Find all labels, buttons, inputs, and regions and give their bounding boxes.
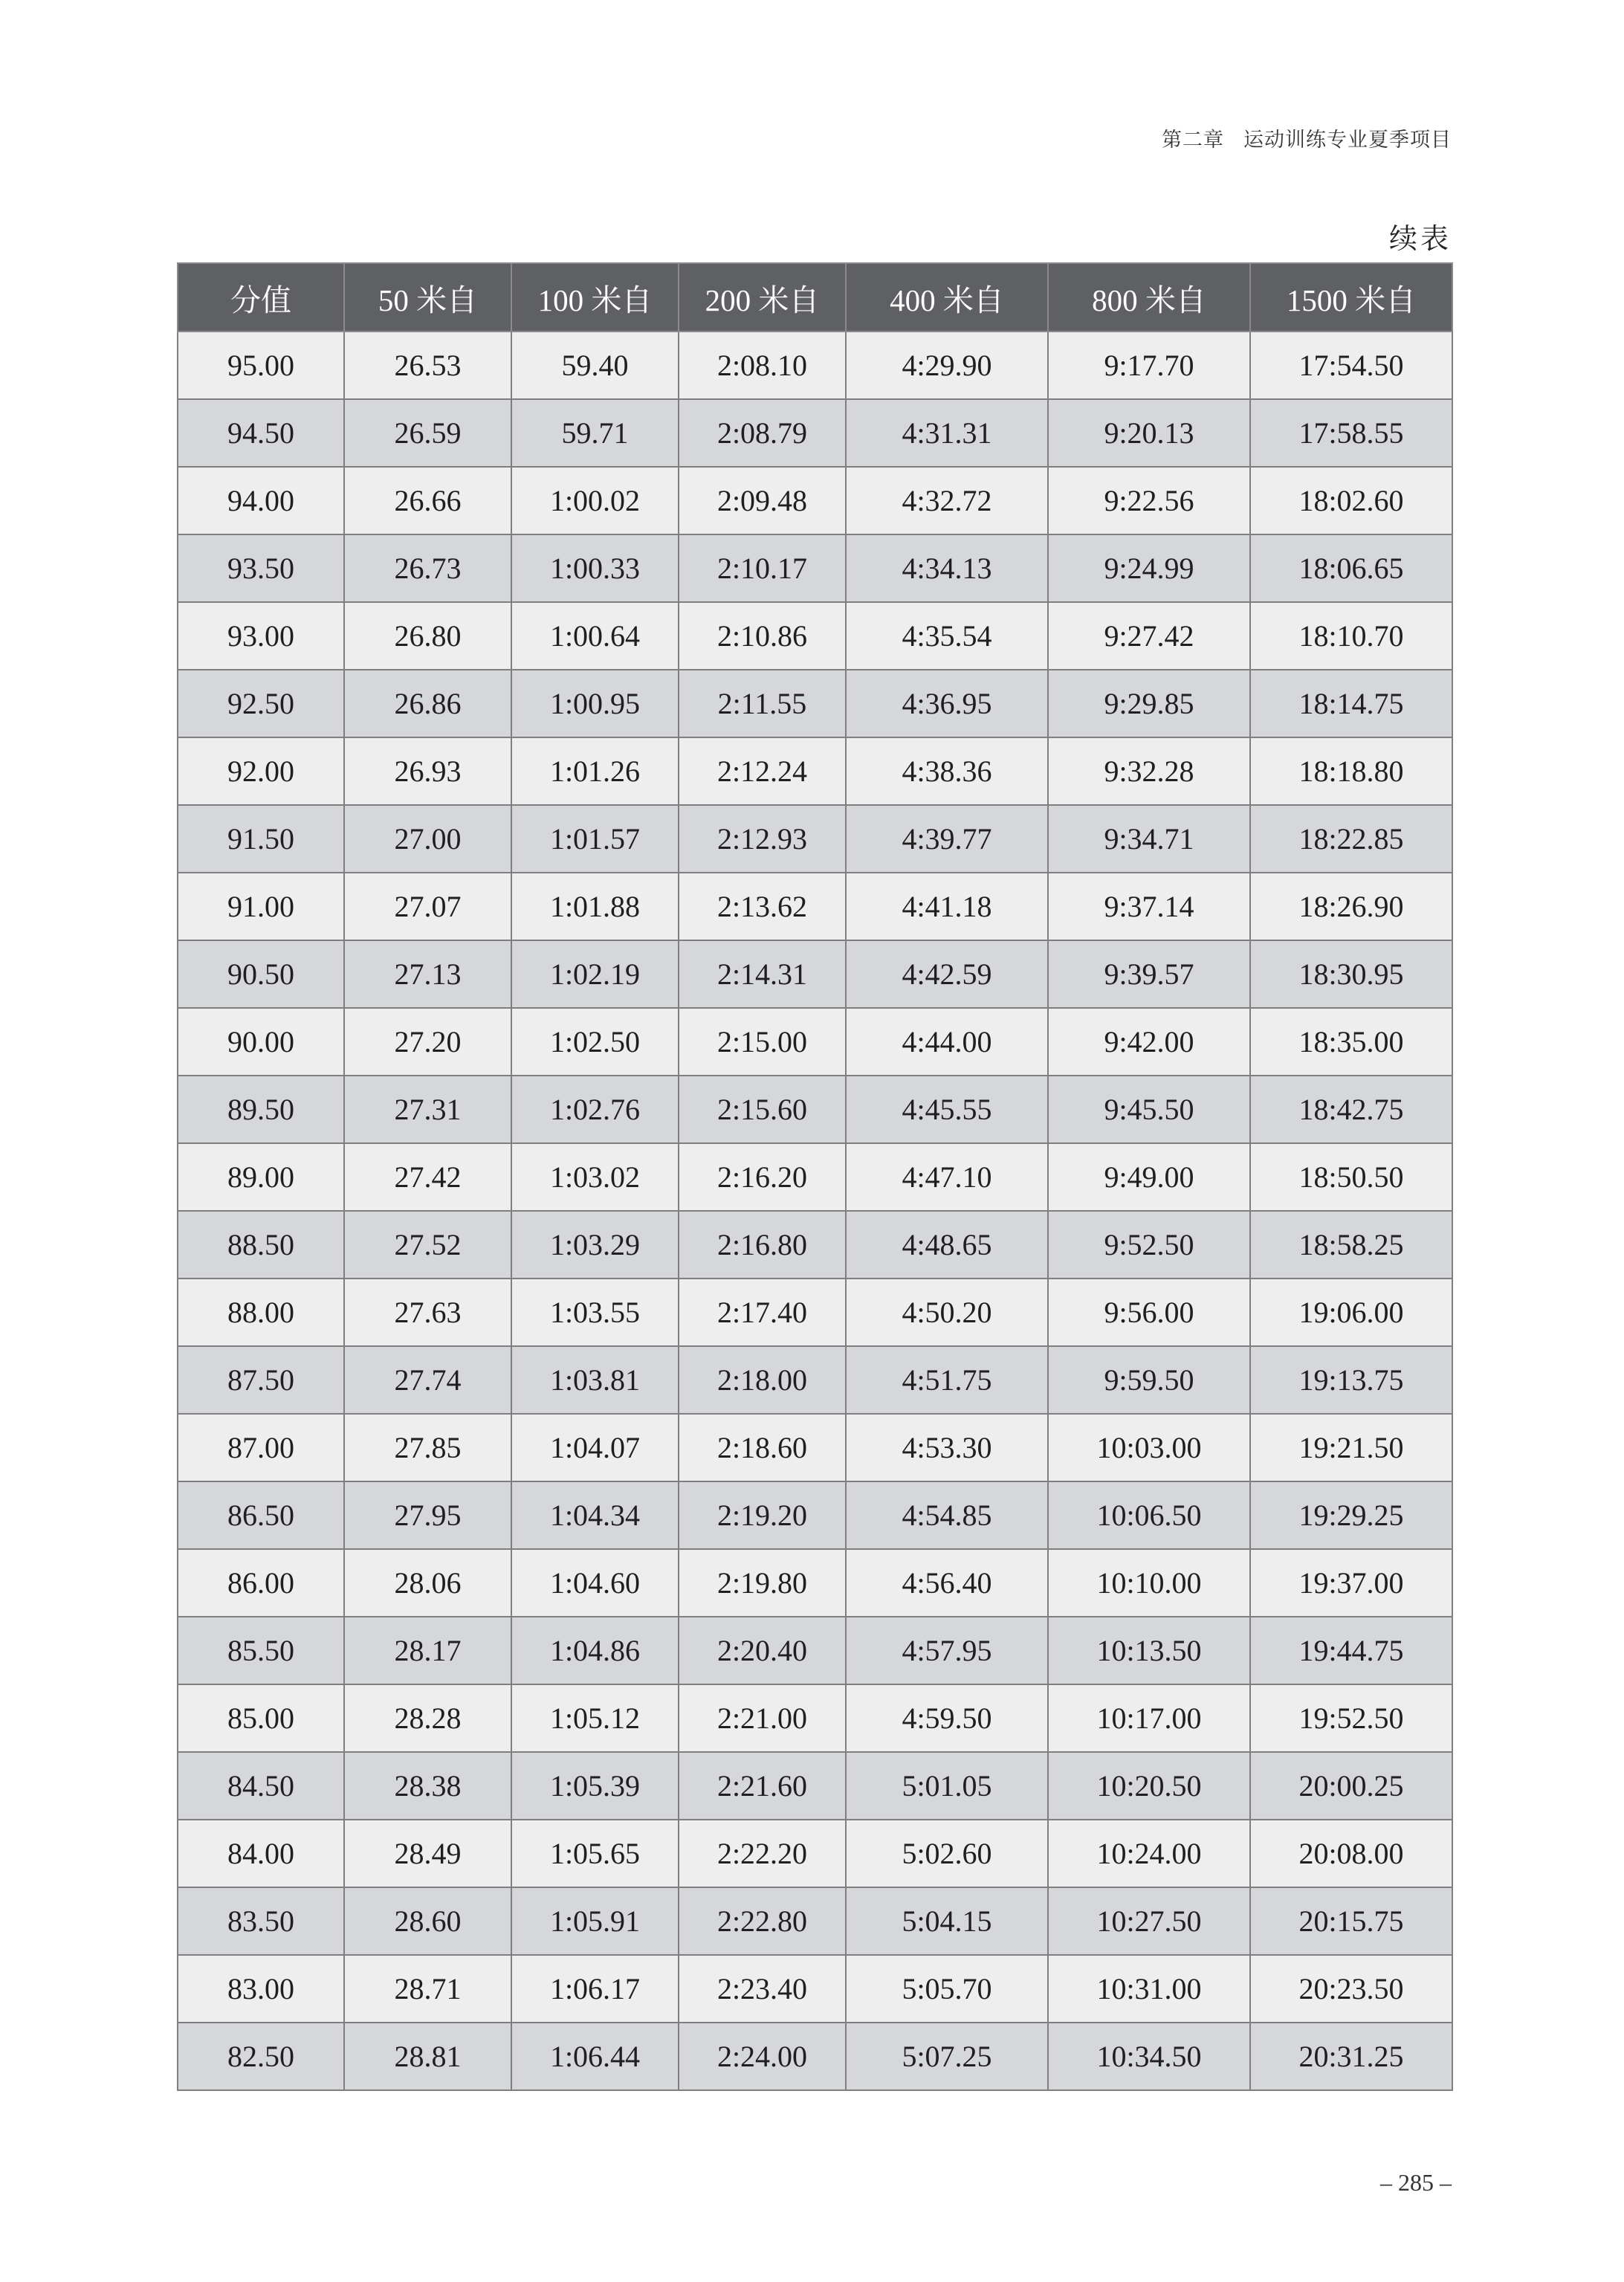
score-cell: 87.50: [178, 1346, 344, 1414]
time-cell: 9:49.00: [1048, 1143, 1250, 1211]
time-cell: 2:16.80: [679, 1211, 846, 1279]
table-row: [178, 399, 1452, 467]
time-cell: 2:15.60: [679, 1076, 846, 1143]
time-cell: 59.40: [511, 332, 679, 399]
time-cell: 18:14.75: [1250, 670, 1452, 737]
table-row: [178, 1820, 1452, 1887]
time-cell: 17:54.50: [1250, 332, 1452, 399]
time-cell: 19:06.00: [1250, 1279, 1452, 1346]
time-cell: 18:02.60: [1250, 467, 1452, 534]
time-cell: 2:18.00: [679, 1346, 846, 1414]
running-header: [1162, 123, 1452, 152]
table-row: [178, 1279, 1452, 1346]
time-cell: 1:01.26: [511, 737, 679, 805]
time-cell: 19:29.25: [1250, 1481, 1452, 1549]
time-cell: 1:04.60: [511, 1549, 679, 1617]
table-row: [178, 1887, 1452, 1955]
time-cell: 4:31.31: [846, 399, 1048, 467]
time-cell: 1:05.91: [511, 1887, 679, 1955]
time-cell: 1:04.07: [511, 1414, 679, 1481]
time-cell: 2:21.60: [679, 1752, 846, 1820]
time-cell: 17:58.55: [1250, 399, 1452, 467]
time-cell: 9:34.71: [1048, 805, 1250, 873]
score-cell: 85.00: [178, 1684, 344, 1752]
time-cell: 1:02.50: [511, 1008, 679, 1076]
table-row: [178, 1684, 1452, 1752]
time-cell: 18:50.50: [1250, 1143, 1452, 1211]
table-row: [178, 1752, 1452, 1820]
time-cell: 5:01.05: [846, 1752, 1048, 1820]
column-header: 50 米自: [344, 263, 511, 332]
time-cell: 5:07.25: [846, 2023, 1048, 2090]
table-row: [178, 873, 1452, 940]
table-row: [178, 1076, 1452, 1143]
time-cell: 2:13.62: [679, 873, 846, 940]
time-cell: 28.81: [344, 2023, 511, 2090]
column-header: 分值: [178, 263, 344, 332]
score-cell: 84.00: [178, 1820, 344, 1887]
time-cell: 1:05.65: [511, 1820, 679, 1887]
time-cell: 27.31: [344, 1076, 511, 1143]
time-cell: 4:56.40: [846, 1549, 1048, 1617]
time-cell: 19:37.00: [1250, 1549, 1452, 1617]
time-cell: 10:06.50: [1048, 1481, 1250, 1549]
score-cell: 84.50: [178, 1752, 344, 1820]
score-cell: 86.50: [178, 1481, 344, 1549]
time-cell: 1:00.33: [511, 534, 679, 602]
time-cell: 4:45.55: [846, 1076, 1048, 1143]
time-cell: 4:47.10: [846, 1143, 1048, 1211]
time-cell: 26.93: [344, 737, 511, 805]
time-cell: 9:22.56: [1048, 467, 1250, 534]
time-cell: 10:17.00: [1048, 1684, 1250, 1752]
column-header: 200 米自: [679, 263, 846, 332]
time-cell: 1:06.17: [511, 1955, 679, 2023]
header-row: [178, 263, 1452, 332]
score-cell: 88.00: [178, 1279, 344, 1346]
time-cell: 4:51.75: [846, 1346, 1048, 1414]
time-cell: 18:26.90: [1250, 873, 1452, 940]
table-row: [178, 1549, 1452, 1617]
table-row: [178, 670, 1452, 737]
time-cell: 2:08.10: [679, 332, 846, 399]
time-cell: 20:00.25: [1250, 1752, 1452, 1820]
score-cell: 91.00: [178, 873, 344, 940]
time-cell: 20:31.25: [1250, 2023, 1452, 2090]
time-cell: 2:10.17: [679, 534, 846, 602]
time-cell: 2:23.40: [679, 1955, 846, 2023]
column-header: 800 米自: [1048, 263, 1250, 332]
time-cell: 9:45.50: [1048, 1076, 1250, 1143]
time-cell: 28.17: [344, 1617, 511, 1684]
time-cell: 1:06.44: [511, 2023, 679, 2090]
table-row: [178, 1008, 1452, 1076]
time-cell: 9:39.57: [1048, 940, 1250, 1008]
score-cell: 90.00: [178, 1008, 344, 1076]
time-cell: 2:10.86: [679, 602, 846, 670]
time-cell: 2:22.20: [679, 1820, 846, 1887]
time-cell: 4:50.20: [846, 1279, 1048, 1346]
time-cell: 26.73: [344, 534, 511, 602]
time-cell: 2:21.00: [679, 1684, 846, 1752]
time-cell: 10:13.50: [1048, 1617, 1250, 1684]
table-row: [178, 1955, 1452, 2023]
score-cell: 82.50: [178, 2023, 344, 2090]
time-cell: 1:00.95: [511, 670, 679, 737]
time-cell: 28.28: [344, 1684, 511, 1752]
time-cell: 18:58.25: [1250, 1211, 1452, 1279]
time-cell: 27.42: [344, 1143, 511, 1211]
continued-label: 续表: [1388, 224, 1452, 255]
time-cell: 1:05.12: [511, 1684, 679, 1752]
time-cell: 27.20: [344, 1008, 511, 1076]
time-cell: 18:06.65: [1250, 534, 1452, 602]
time-cell: 2:17.40: [679, 1279, 846, 1346]
time-cell: 9:27.42: [1048, 602, 1250, 670]
time-cell: 2:12.93: [679, 805, 846, 873]
score-cell: 88.50: [178, 1211, 344, 1279]
score-cell: 92.50: [178, 670, 344, 737]
time-cell: 5:05.70: [846, 1955, 1048, 2023]
time-cell: 2:19.80: [679, 1549, 846, 1617]
table-header: [178, 263, 1452, 332]
time-cell: 1:02.19: [511, 940, 679, 1008]
time-cell: 27.00: [344, 805, 511, 873]
time-cell: 28.60: [344, 1887, 511, 1955]
time-cell: 10:24.00: [1048, 1820, 1250, 1887]
time-cell: 19:52.50: [1250, 1684, 1452, 1752]
time-cell: 9:42.00: [1048, 1008, 1250, 1076]
time-cell: 19:13.75: [1250, 1346, 1452, 1414]
table-row: [178, 940, 1452, 1008]
score-cell: 85.50: [178, 1617, 344, 1684]
table-row: [178, 2023, 1452, 2090]
table-row: [178, 332, 1452, 399]
time-cell: 9:17.70: [1048, 332, 1250, 399]
time-cell: 4:29.90: [846, 332, 1048, 399]
time-cell: 9:24.99: [1048, 534, 1250, 602]
time-cell: 9:56.00: [1048, 1279, 1250, 1346]
score-cell: 87.00: [178, 1414, 344, 1481]
table-row: [178, 1617, 1452, 1684]
column-header: 400 米自: [846, 263, 1048, 332]
table-row: [178, 1211, 1452, 1279]
time-cell: 27.95: [344, 1481, 511, 1549]
time-cell: 20:23.50: [1250, 1955, 1452, 2023]
table-row: [178, 1143, 1452, 1211]
time-cell: 2:16.20: [679, 1143, 846, 1211]
time-cell: 10:10.00: [1048, 1549, 1250, 1617]
time-cell: 18:35.00: [1250, 1008, 1452, 1076]
time-cell: 18:22.85: [1250, 805, 1452, 873]
time-cell: 2:08.79: [679, 399, 846, 467]
time-cell: 2:19.20: [679, 1481, 846, 1549]
time-cell: 26.80: [344, 602, 511, 670]
score-cell: 93.50: [178, 534, 344, 602]
time-cell: 9:29.85: [1048, 670, 1250, 737]
time-cell: 27.85: [344, 1414, 511, 1481]
score-table: [177, 262, 1453, 2091]
time-cell: 1:04.86: [511, 1617, 679, 1684]
time-cell: 1:01.88: [511, 873, 679, 940]
time-cell: 2:22.80: [679, 1887, 846, 1955]
time-cell: 4:39.77: [846, 805, 1048, 873]
score-cell: 90.50: [178, 940, 344, 1008]
time-cell: 4:44.00: [846, 1008, 1048, 1076]
score-cell: 83.50: [178, 1887, 344, 1955]
time-cell: 20:15.75: [1250, 1887, 1452, 1955]
time-cell: 1:04.34: [511, 1481, 679, 1549]
time-cell: 4:42.59: [846, 940, 1048, 1008]
time-cell: 19:21.50: [1250, 1414, 1452, 1481]
column-header: 1500 米自: [1250, 263, 1452, 332]
page-number: – 285 –: [1380, 2169, 1452, 2196]
time-cell: 18:42.75: [1250, 1076, 1452, 1143]
score-cell: 83.00: [178, 1955, 344, 2023]
time-cell: 28.38: [344, 1752, 511, 1820]
time-cell: 59.71: [511, 399, 679, 467]
score-cell: 91.50: [178, 805, 344, 873]
time-cell: 28.06: [344, 1549, 511, 1617]
time-cell: 10:34.50: [1048, 2023, 1250, 2090]
time-cell: 1:00.02: [511, 467, 679, 534]
score-cell: 89.00: [178, 1143, 344, 1211]
time-cell: 26.59: [344, 399, 511, 467]
table-body: [178, 332, 1452, 2090]
time-cell: 4:53.30: [846, 1414, 1048, 1481]
score-cell: 95.00: [178, 332, 344, 399]
time-cell: 26.53: [344, 332, 511, 399]
time-cell: 1:03.29: [511, 1211, 679, 1279]
time-cell: 2:24.00: [679, 2023, 846, 2090]
table-row: [178, 805, 1452, 873]
time-cell: 2:09.48: [679, 467, 846, 534]
time-cell: 4:59.50: [846, 1684, 1048, 1752]
time-cell: 27.13: [344, 940, 511, 1008]
time-cell: 4:48.65: [846, 1211, 1048, 1279]
score-cell: 89.50: [178, 1076, 344, 1143]
time-cell: 1:05.39: [511, 1752, 679, 1820]
time-cell: 4:57.95: [846, 1617, 1048, 1684]
time-cell: 28.71: [344, 1955, 511, 2023]
score-cell: 86.00: [178, 1549, 344, 1617]
time-cell: 4:41.18: [846, 873, 1048, 940]
time-cell: 1:03.81: [511, 1346, 679, 1414]
time-cell: 4:35.54: [846, 602, 1048, 670]
time-cell: 26.66: [344, 467, 511, 534]
table-row: [178, 1481, 1452, 1549]
table-row: [178, 602, 1452, 670]
time-cell: 9:52.50: [1048, 1211, 1250, 1279]
time-cell: 27.52: [344, 1211, 511, 1279]
table-row: [178, 1414, 1452, 1481]
time-cell: 27.07: [344, 873, 511, 940]
score-cell: 92.00: [178, 737, 344, 805]
time-cell: 2:11.55: [679, 670, 846, 737]
time-cell: 9:59.50: [1048, 1346, 1250, 1414]
time-cell: 1:03.02: [511, 1143, 679, 1211]
time-cell: 9:37.14: [1048, 873, 1250, 940]
time-cell: 19:44.75: [1250, 1617, 1452, 1684]
time-cell: 10:31.00: [1048, 1955, 1250, 2023]
time-cell: 4:34.13: [846, 534, 1048, 602]
table-row: [178, 467, 1452, 534]
time-cell: 1:01.57: [511, 805, 679, 873]
time-cell: 9:20.13: [1048, 399, 1250, 467]
time-cell: 4:32.72: [846, 467, 1048, 534]
time-cell: 26.86: [344, 670, 511, 737]
time-cell: 5:02.60: [846, 1820, 1048, 1887]
time-cell: 2:12.24: [679, 737, 846, 805]
time-cell: 4:36.95: [846, 670, 1048, 737]
time-cell: 10:03.00: [1048, 1414, 1250, 1481]
time-cell: 5:04.15: [846, 1887, 1048, 1955]
section-title: 运动训练专业夏季项目: [1243, 129, 1452, 151]
time-cell: 28.49: [344, 1820, 511, 1887]
score-cell: 94.50: [178, 399, 344, 467]
time-cell: 27.74: [344, 1346, 511, 1414]
table-row: [178, 737, 1452, 805]
time-cell: 18:30.95: [1250, 940, 1452, 1008]
score-cell: 93.00: [178, 602, 344, 670]
time-cell: 10:27.50: [1048, 1887, 1250, 1955]
time-cell: 27.63: [344, 1279, 511, 1346]
time-cell: 10:20.50: [1048, 1752, 1250, 1820]
chapter-label: 第二章: [1162, 129, 1224, 151]
time-cell: 2:18.60: [679, 1414, 846, 1481]
time-cell: 18:10.70: [1250, 602, 1452, 670]
table-row: [178, 1346, 1452, 1414]
column-header: 100 米自: [511, 263, 679, 332]
time-cell: 1:03.55: [511, 1279, 679, 1346]
time-cell: 2:14.31: [679, 940, 846, 1008]
time-cell: 1:02.76: [511, 1076, 679, 1143]
time-cell: 4:38.36: [846, 737, 1048, 805]
score-cell: 94.00: [178, 467, 344, 534]
time-cell: 1:00.64: [511, 602, 679, 670]
time-cell: 2:15.00: [679, 1008, 846, 1076]
time-cell: 9:32.28: [1048, 737, 1250, 805]
table-row: [178, 534, 1452, 602]
time-cell: 2:20.40: [679, 1617, 846, 1684]
time-cell: 18:18.80: [1250, 737, 1452, 805]
time-cell: 20:08.00: [1250, 1820, 1452, 1887]
time-cell: 4:54.85: [846, 1481, 1048, 1549]
